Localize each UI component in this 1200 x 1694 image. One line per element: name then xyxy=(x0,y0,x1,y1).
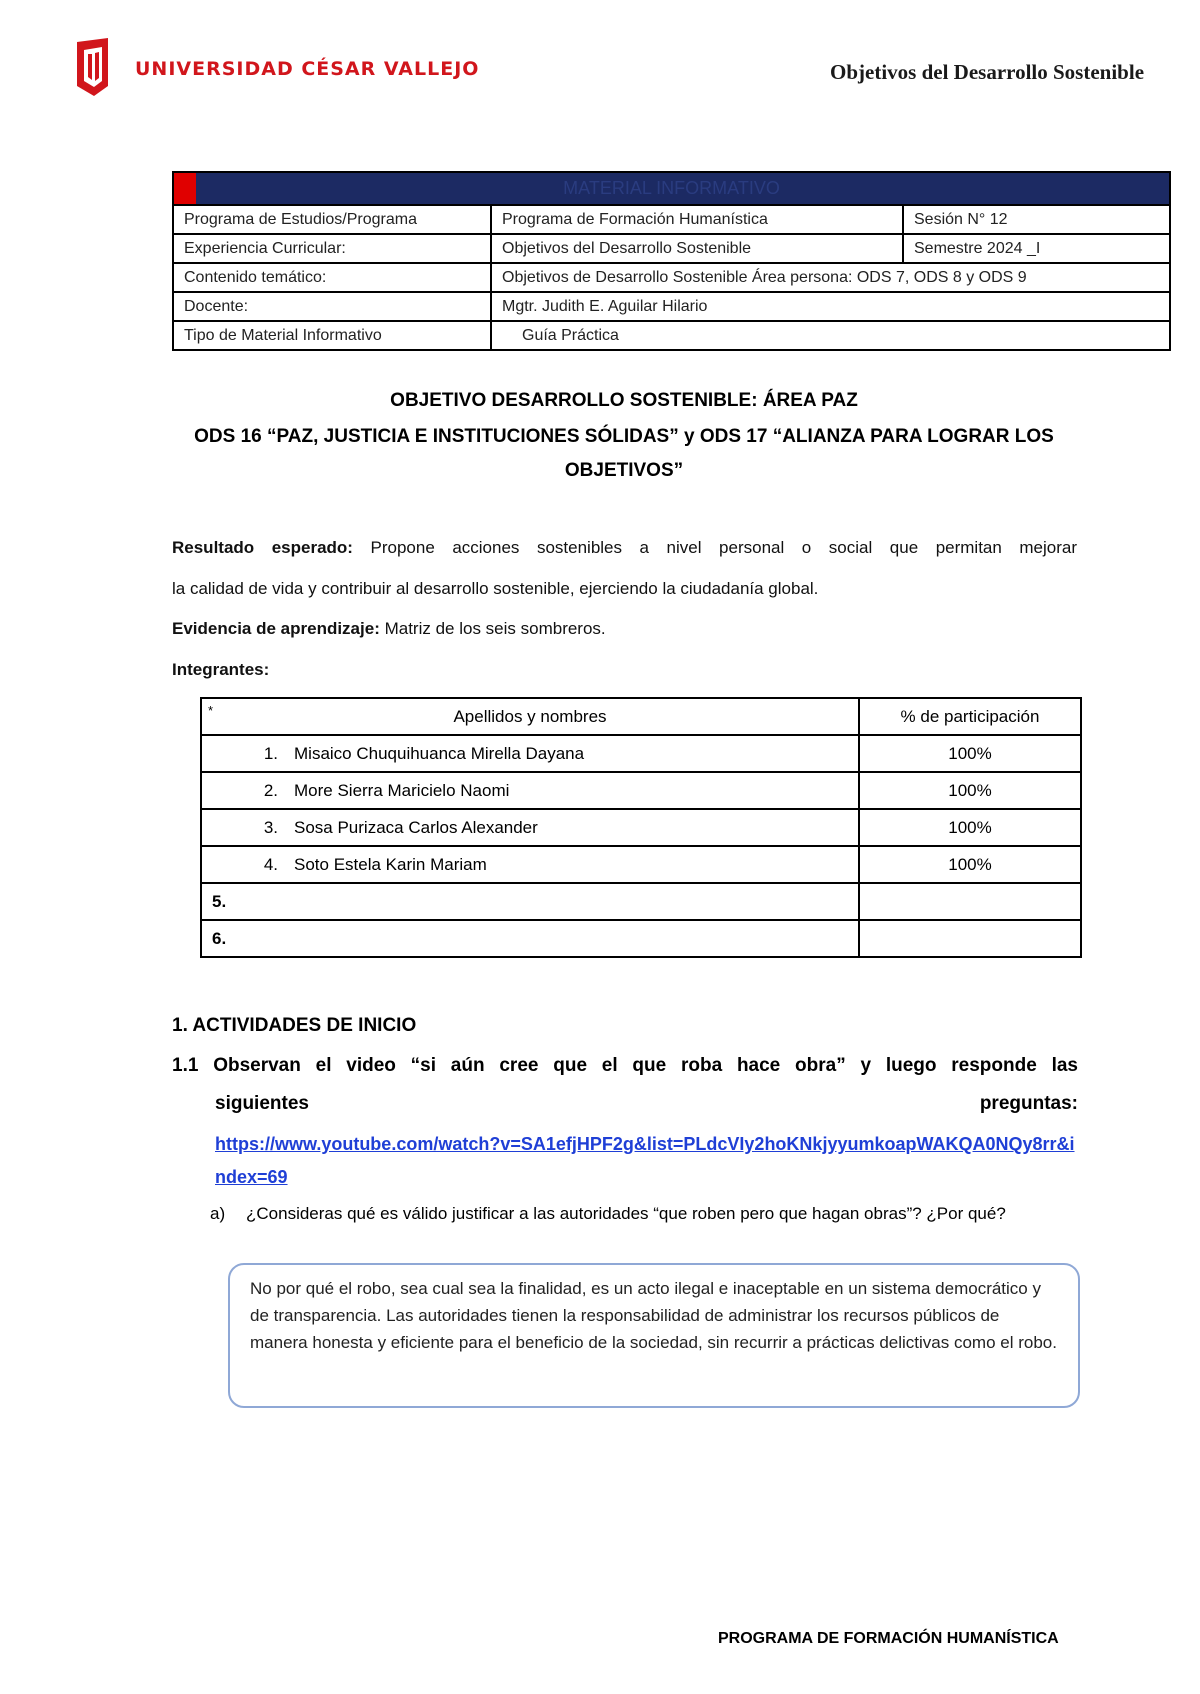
member-row xyxy=(201,846,1081,883)
member-name-cell xyxy=(201,809,859,846)
member-pct: 100% xyxy=(859,772,1081,809)
member-pct: 100% xyxy=(859,735,1081,772)
activities-title: 1. ACTIVIDADES DE INICIO xyxy=(172,1015,417,1036)
info-row xyxy=(173,321,1170,350)
members-label: Integrantes: xyxy=(172,660,270,679)
info-row xyxy=(173,292,1170,321)
expected-result-line2: la calidad de vida y contribuir al desarrollo sostenible, ejerciendo la ciudadanía global. xyxy=(172,579,819,598)
members-header-row xyxy=(201,698,1081,735)
evidence xyxy=(172,619,1077,639)
member-name: Misaico Chuquihuanca Mirella Dayana xyxy=(294,743,585,763)
heading-line2: ODS 16 “PAZ, JUSTICIA E INSTITUCIONES SÓLIDAS” y ODS 17 “ALIANZA PARA LOGRAR LOS xyxy=(194,426,1054,447)
info-row xyxy=(173,263,1170,292)
question-a xyxy=(210,1200,1080,1228)
member-row-empty xyxy=(201,883,1081,920)
info-table xyxy=(172,171,1171,351)
video-link[interactable]: https://www.youtube.com/watch?v=SA1efjHPF2g&list=PLdcVIy2hoKNkjyyumkoapWAKQA0NQy8rr&index=69 xyxy=(215,1134,1075,1187)
heading-line1: OBJETIVO DESARROLLO SOSTENIBLE: ÁREA PAZ xyxy=(390,390,858,411)
member-row-empty xyxy=(201,920,1081,957)
member-name-cell xyxy=(201,735,859,772)
member-name-cell xyxy=(201,846,859,883)
expected-result-line1 xyxy=(172,538,1077,558)
info-value: Guía Práctica xyxy=(491,321,1170,350)
member-pct: 100% xyxy=(859,809,1081,846)
university-name: UNIVERSIDAD CÉSAR VALLEJO xyxy=(135,58,480,80)
member-name: More Sierra Maricielo Naomi xyxy=(294,780,510,800)
member-row xyxy=(201,809,1081,846)
info-extra: Sesión N° 12 xyxy=(903,205,1170,234)
question-line2: siguientes preguntas: xyxy=(215,1093,1078,1114)
info-value: Objetivos del Desarrollo Sostenible xyxy=(491,234,903,263)
member-name: Sosa Purizaca Carlos Alexander xyxy=(294,817,538,837)
info-table-title: MATERIAL INFORMATIVO xyxy=(563,178,780,198)
info-row xyxy=(173,205,1170,234)
answer-box[interactable]: No por qué el robo, sea cual sea la finalidad, es un acto ilegal e inaceptable en un sistema democrático y de transparencia. Las autoridades tienen la responsabilidad de administrar los recursos públicos de manera honesta y eficiente para el beneficio de la sociedad, sin recurrir a prácticas delictivas como el robo. xyxy=(228,1263,1080,1408)
info-extra: Semestre 2024 _I xyxy=(903,234,1170,263)
member-row xyxy=(201,772,1081,809)
col-name-label: Apellidos y nombres xyxy=(453,706,607,726)
member-pct-empty xyxy=(859,920,1081,957)
course-title-header: Objetivos del Desarrollo Sostenible xyxy=(830,60,1145,84)
question-a-text: ¿Consideras qué es válido justificar a las autoridades “que roben pero que hagan obras”? ¿Por qué? xyxy=(246,1204,1006,1223)
evidence-label: Evidencia de aprendizaje: xyxy=(172,619,380,638)
evidence-text: Matriz de los seis sombreros. xyxy=(379,619,606,638)
red-marker xyxy=(174,173,196,204)
member-pct: 100% xyxy=(859,846,1081,883)
question-line1: 1.1 Observan el video “si aún cree que el que roba hace obra” y luego responde las xyxy=(172,1055,1078,1076)
member-index-empty: 5. xyxy=(201,883,859,920)
member-index-empty: 6. xyxy=(201,920,859,957)
member-index: 3. xyxy=(263,817,278,837)
member-pct-empty xyxy=(859,883,1081,920)
corner-mark: * xyxy=(208,703,214,718)
info-label: Tipo de Material Informativo xyxy=(173,321,491,350)
heading-line3: OBJETIVOS” xyxy=(564,460,684,481)
member-index: 2. xyxy=(263,780,278,800)
info-label: Experiencia Curricular: xyxy=(173,234,491,263)
info-value: Mgtr. Judith E. Aguilar Hilario xyxy=(491,292,1170,321)
question-a-label: a) xyxy=(210,1204,226,1223)
info-label: Docente: xyxy=(173,292,491,321)
members-name-header xyxy=(201,698,859,735)
info-value: Programa de Formación Humanística xyxy=(491,205,903,234)
member-row xyxy=(201,735,1081,772)
info-table-title-row xyxy=(173,172,1170,205)
member-index: 4. xyxy=(263,854,278,874)
footer-program: PROGRAMA DE FORMACIÓN HUMANÍSTICA xyxy=(718,1630,1059,1647)
member-name-cell xyxy=(201,772,859,809)
member-index: 1. xyxy=(263,743,278,763)
expected-result-label: Resultado esperado: xyxy=(172,538,353,557)
member-name: Soto Estela Karin Mariam xyxy=(294,854,487,874)
info-value: Objetivos de Desarrollo Sostenible Área persona: ODS 7, ODS 8 y ODS 9 xyxy=(491,263,1170,292)
info-row xyxy=(173,234,1170,263)
members-table xyxy=(200,697,1082,958)
expected-result-text1: Propone acciones sostenibles a nivel personal o social que permitan mejorar xyxy=(352,538,1077,557)
info-label: Contenido temático: xyxy=(173,263,491,292)
info-label: Programa de Estudios/Programa xyxy=(173,205,491,234)
members-pct-header: % de participación xyxy=(859,698,1081,735)
